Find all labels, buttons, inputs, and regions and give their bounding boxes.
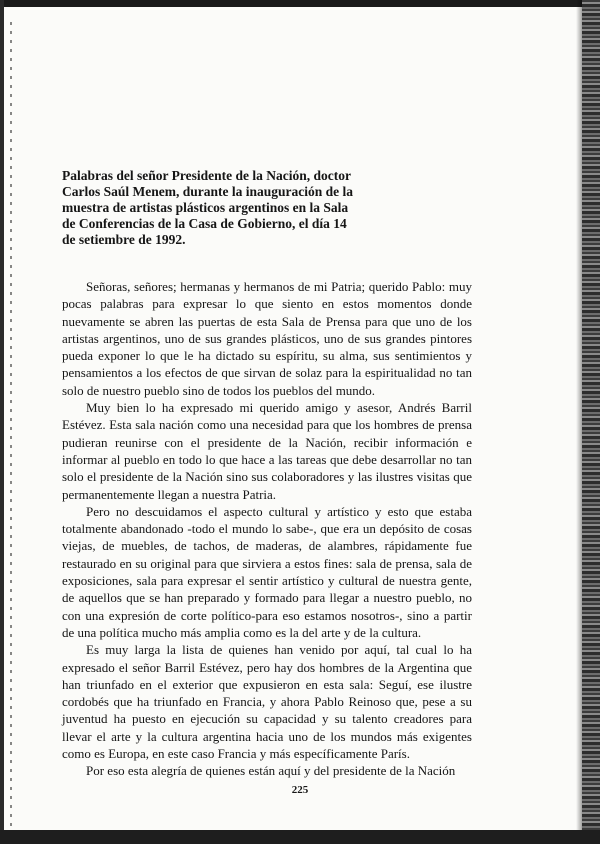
- paragraph: Es muy larga la lista de quienes han venido por aquí, tal cual lo ha expresado el señor Barril Estévez, pero hay dos hombres de la Argentina que han triunfado en el exterior que expusieron en esta sala: Seguí, ese ilustre cordobés que ha triunfado en Francia, y ahora Pablo Reinoso que, pese a su juventud ha puesto en ejecución su capacidad y su talento creadores para llevar el arte y la cultura argentina hacia uno de los mundos más exigentes como es Europa, en este caso Francia y más específicamente París.: [62, 642, 472, 762]
- paragraph: Por eso esta alegría de quienes están aquí y del presidente de la Nación: [86, 763, 456, 779]
- scan-edge-left-marks: [10, 22, 12, 832]
- page-number: 225: [291, 784, 309, 796]
- scan-edge-left: [0, 0, 4, 844]
- paragraph: Señoras, señores; hermanas y hermanos de mi Patria; querido Pablo: muy pocas palabras para expresar lo que siento en estos momentos donde nuevamente se abren las puertas de esta Sala de Prensa para que uno de los artistas argentinos, uno de sus grandes plásticos, uno de sus grandes pintores pueda exponer lo que le ha dictado su espíritu, su alma, sus sentimientos y pensamientos a los efectos de que sirvan de solaz para la espiritualidad no tan solo de nuestro pueblo sino de todos los pueblos del mundo.: [62, 279, 472, 398]
- paragraph: Pero no descuidamos el aspecto cultural y artístico y esto que estaba totalmente abandonado -todo el mundo lo sabe-, que era un depósito de cosas viejas, de muebles, de tachos, de maderas, de alambres, rápidamente fue restaurado en su original para que sirviera a estos fines: sala de prensa, sala de exposiciones, sala para expresar el sentir artístico y cultural de nuestra gente, de aquellos que se han preparado y formado para llegar a nuestro pueblo, no con una expresión de corte político-para eso estamos nosotros-, sino a partir de una política mucho más amplia como es la del arte y de la cultura.: [62, 503, 472, 640]
- paragraph: Muy bien lo ha expresado mi querido amigo y asesor, Andrés Barril Estévez. Esta sala nación como una necesidad para que los hombres de prensa pudieran reunirse con el presidente de la Nación, recibir información e informar al pueblo en todo lo que hace a las tareas que debe desarrollar no tan solo el presidente de la Nación sino sus colaboradores y las ilustres visitas que permanentemente llegan a nuestra Patria.: [62, 400, 472, 502]
- scan-edge-right: [582, 0, 600, 844]
- speech-title: Palabras del señor Presidente de la Nación, doctor Carlos Saúl Menem, durante la inauguración de la muestra de artistas plásticos argentinos en la Sala de Conferencias de la Casa de Gobierno, el día 14 de setiembre de 1992.: [62, 168, 354, 247]
- scan-edge-top: [0, 0, 600, 7]
- speech-body: [62, 278, 472, 780]
- scan-edge-bottom: [0, 830, 600, 844]
